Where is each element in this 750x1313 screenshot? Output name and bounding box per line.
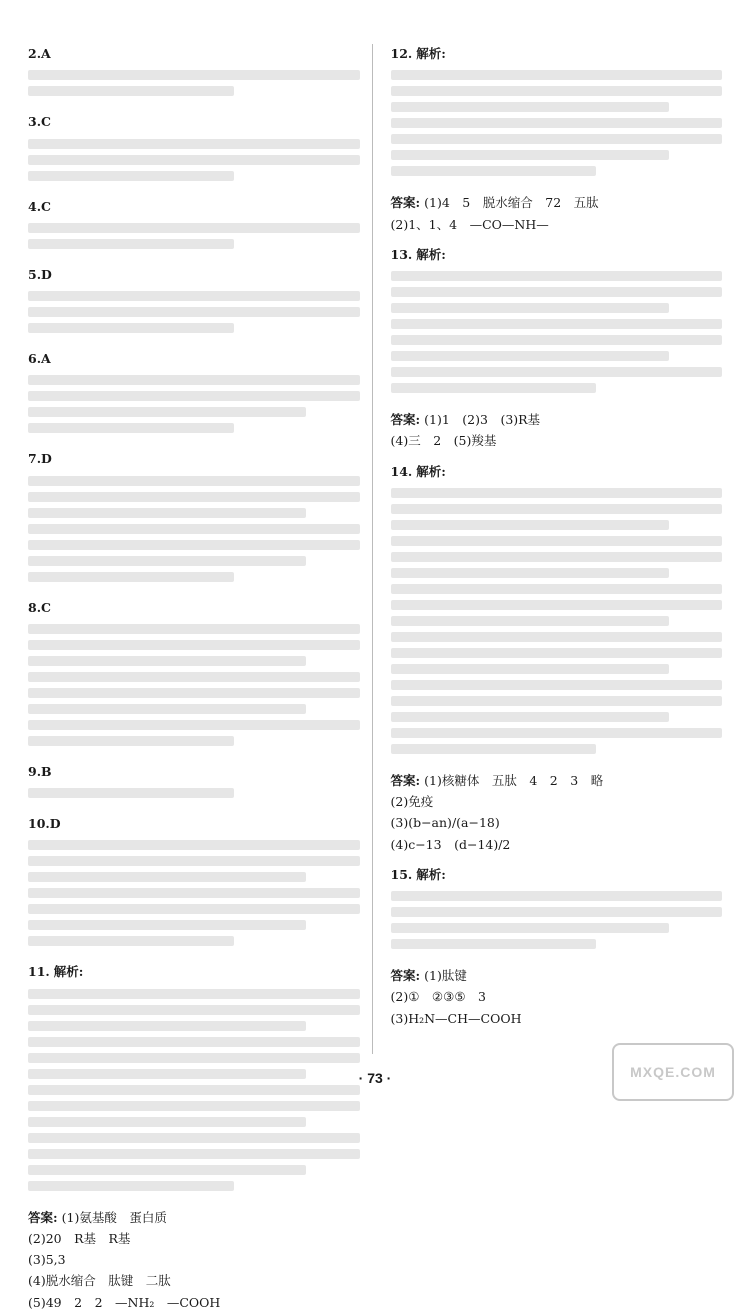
text-line-placeholder [28,508,306,518]
watermark-logo [612,1043,734,1101]
entry-number: 14. [390,463,413,479]
text-line-placeholder [28,291,360,301]
entry-label: 解析: [416,866,446,882]
text-line-placeholder [28,1053,360,1063]
text-line-placeholder [391,648,723,658]
entry-number: 4.C [28,198,51,214]
answer-line [391,812,723,833]
answer-text: (3)(b−an)/(a−18) [390,815,500,831]
answer-line [391,214,723,235]
text-line-placeholder [28,704,306,714]
answer-entry [28,814,360,952]
text-line-placeholder [28,223,360,233]
text-line-placeholder [28,423,234,433]
text-line-placeholder [391,166,597,176]
text-line-placeholder [28,476,360,486]
answer-line [28,1249,360,1270]
text-line-placeholder [28,920,306,930]
text-line-placeholder [391,488,723,498]
text-line-placeholder [28,888,360,898]
answer-block [28,1207,360,1313]
text-line-placeholder [28,1085,360,1095]
entry-number: 2.A [28,46,51,61]
text-line-placeholder [28,672,360,682]
answer-entry [391,44,723,182]
text-line-placeholder [28,989,360,999]
answer-block [391,965,723,1029]
text-line-placeholder [391,319,723,329]
text-line-placeholder [28,840,360,850]
text-line-placeholder [28,1133,360,1143]
answer-block [391,409,723,452]
answer-line [391,1008,723,1029]
text-line-placeholder [28,936,234,946]
text-line-placeholder [391,680,723,690]
text-line-placeholder [28,391,360,401]
text-line-placeholder [28,788,234,798]
text-line-placeholder [391,923,669,933]
text-line-placeholder [28,239,234,249]
entry-label: 解析: [53,964,84,980]
text-line-placeholder [391,664,669,674]
answer-block [391,770,723,855]
answer-line [391,409,723,430]
text-line-placeholder [28,70,360,80]
text-line-placeholder [28,720,360,730]
answer-text: (5)49 2 2 —NH₂ —COOH [28,1294,221,1310]
answer-text: (4)c−13 (d−14)/2 [390,836,511,852]
text-line-placeholder [28,624,360,634]
text-line-placeholder [28,572,234,582]
answer-block [391,192,723,235]
text-line-placeholder [391,891,723,901]
text-line-placeholder [391,134,723,144]
text-line-placeholder [28,1005,360,1015]
text-line-placeholder [28,1037,360,1047]
text-line-placeholder [391,504,723,514]
entry-number: 5.D [28,266,52,282]
text-line-placeholder [28,736,234,746]
text-line-placeholder [28,556,306,566]
answer-entry [28,265,360,339]
answer-label: 答案: [390,195,421,211]
entry-number: 13. [390,246,413,262]
answer-line [391,965,723,986]
answer-text: (3)H₂N—CH—COOH [390,1010,522,1026]
answer-text: (1)氨基酸 蛋白质 [61,1209,167,1225]
text-line-placeholder [391,70,723,80]
text-line-placeholder [28,307,360,317]
text-line-placeholder [391,600,723,610]
answer-entry [391,462,723,760]
text-line-placeholder [28,640,360,650]
text-line-placeholder [391,632,723,642]
text-line-placeholder [391,696,723,706]
answer-label: 答案: [390,968,421,983]
answer-entry [28,449,360,587]
answer-text: (1)1 (2)3 (3)R基 [424,412,541,427]
text-line-placeholder [391,568,669,578]
text-line-placeholder [28,1101,360,1111]
answer-line [28,1228,360,1249]
text-line-placeholder [28,407,306,417]
answer-line [391,834,723,855]
text-line-placeholder [28,656,306,666]
answer-line [28,1207,360,1228]
page-number: · 73 · [358,1070,392,1086]
text-line-placeholder [28,1149,360,1159]
entry-number: 9.B [28,763,52,779]
text-line-placeholder [391,383,597,393]
answer-entry [28,44,360,102]
answer-text: (2)免疫 [390,794,434,809]
answer-label: 答案: [390,772,421,788]
text-line-placeholder [28,1165,306,1175]
text-line-placeholder [28,1021,306,1031]
answer-line [28,1292,360,1313]
watermark-text: MXQE.COM [630,1064,716,1080]
entry-label: 解析: [416,46,446,61]
answer-line [391,192,723,213]
answer-text: (1)核糖体 五肽 4 2 3 略 [424,772,604,788]
text-line-placeholder [391,712,669,722]
answer-text: (2)① ②③⑤ 3 [390,989,486,1005]
text-line-placeholder [391,287,723,297]
answer-line [391,791,723,812]
answer-line [391,430,723,451]
text-line-placeholder [391,271,723,281]
answer-line [28,1270,360,1291]
answer-entry [28,762,360,804]
text-line-placeholder [28,872,306,882]
answer-line [391,770,723,791]
text-line-placeholder [391,102,669,112]
answer-text: (1)肽键 [424,968,467,983]
text-line-placeholder [28,1181,234,1191]
answer-text: (1)4 5 脱水缩合 72 五肽 [424,195,599,211]
answer-text: (4)脱水缩合 肽键 二肽 [28,1273,171,1289]
entry-number: 8.C [28,599,51,615]
text-line-placeholder [391,939,597,949]
entry-label: 解析: [416,463,446,479]
text-line-placeholder [391,584,723,594]
answer-entry [391,245,723,399]
text-line-placeholder [28,492,360,502]
text-line-placeholder [28,688,360,698]
text-line-placeholder [28,139,360,149]
text-line-placeholder [28,171,234,181]
entry-number: 12. [390,46,413,61]
text-line-placeholder [391,118,723,128]
text-line-placeholder [391,536,723,546]
right-column [391,44,723,1054]
text-line-placeholder [28,375,360,385]
text-line-placeholder [391,744,597,754]
answer-label: 答案: [390,412,421,427]
text-line-placeholder [28,155,360,165]
text-line-placeholder [391,150,669,160]
answer-entry [28,349,360,439]
entry-number: 15. [390,866,413,882]
text-line-placeholder [28,904,360,914]
answer-text: (4)三 2 (5)羧基 [390,433,497,449]
answer-entry [391,865,723,955]
text-line-placeholder [28,540,360,550]
text-line-placeholder [28,323,234,333]
entry-number: 10.D [28,816,61,831]
text-line-placeholder [28,856,360,866]
entry-number: 6.A [28,351,51,366]
text-line-placeholder [28,524,360,534]
text-line-placeholder [28,86,234,96]
entry-number: 11. [28,964,50,980]
answer-text: (3)5,3 [28,1252,66,1267]
entry-number: 7.D [28,451,52,467]
text-line-placeholder [391,616,669,626]
text-line-placeholder [28,1117,306,1127]
text-line-placeholder [391,367,723,377]
text-line-placeholder [391,303,669,313]
answer-entry [28,598,360,752]
text-line-placeholder [391,728,723,738]
text-line-placeholder [391,552,723,562]
entry-number: 3.C [28,114,51,130]
answer-text: (2)1、1、4 —CO—NH— [390,216,549,232]
text-line-placeholder [391,86,723,96]
text-line-placeholder [391,907,723,917]
text-line-placeholder [391,335,723,345]
text-line-placeholder [391,520,669,530]
answer-label: 答案: [28,1209,58,1225]
left-column [28,44,373,1310]
answer-entry [28,112,360,186]
entry-label: 解析: [416,246,446,262]
answer-entry [28,197,360,255]
answer-text: (2)20 R基 R基 [28,1230,131,1246]
text-line-placeholder [391,351,669,361]
answer-line [391,986,723,1007]
